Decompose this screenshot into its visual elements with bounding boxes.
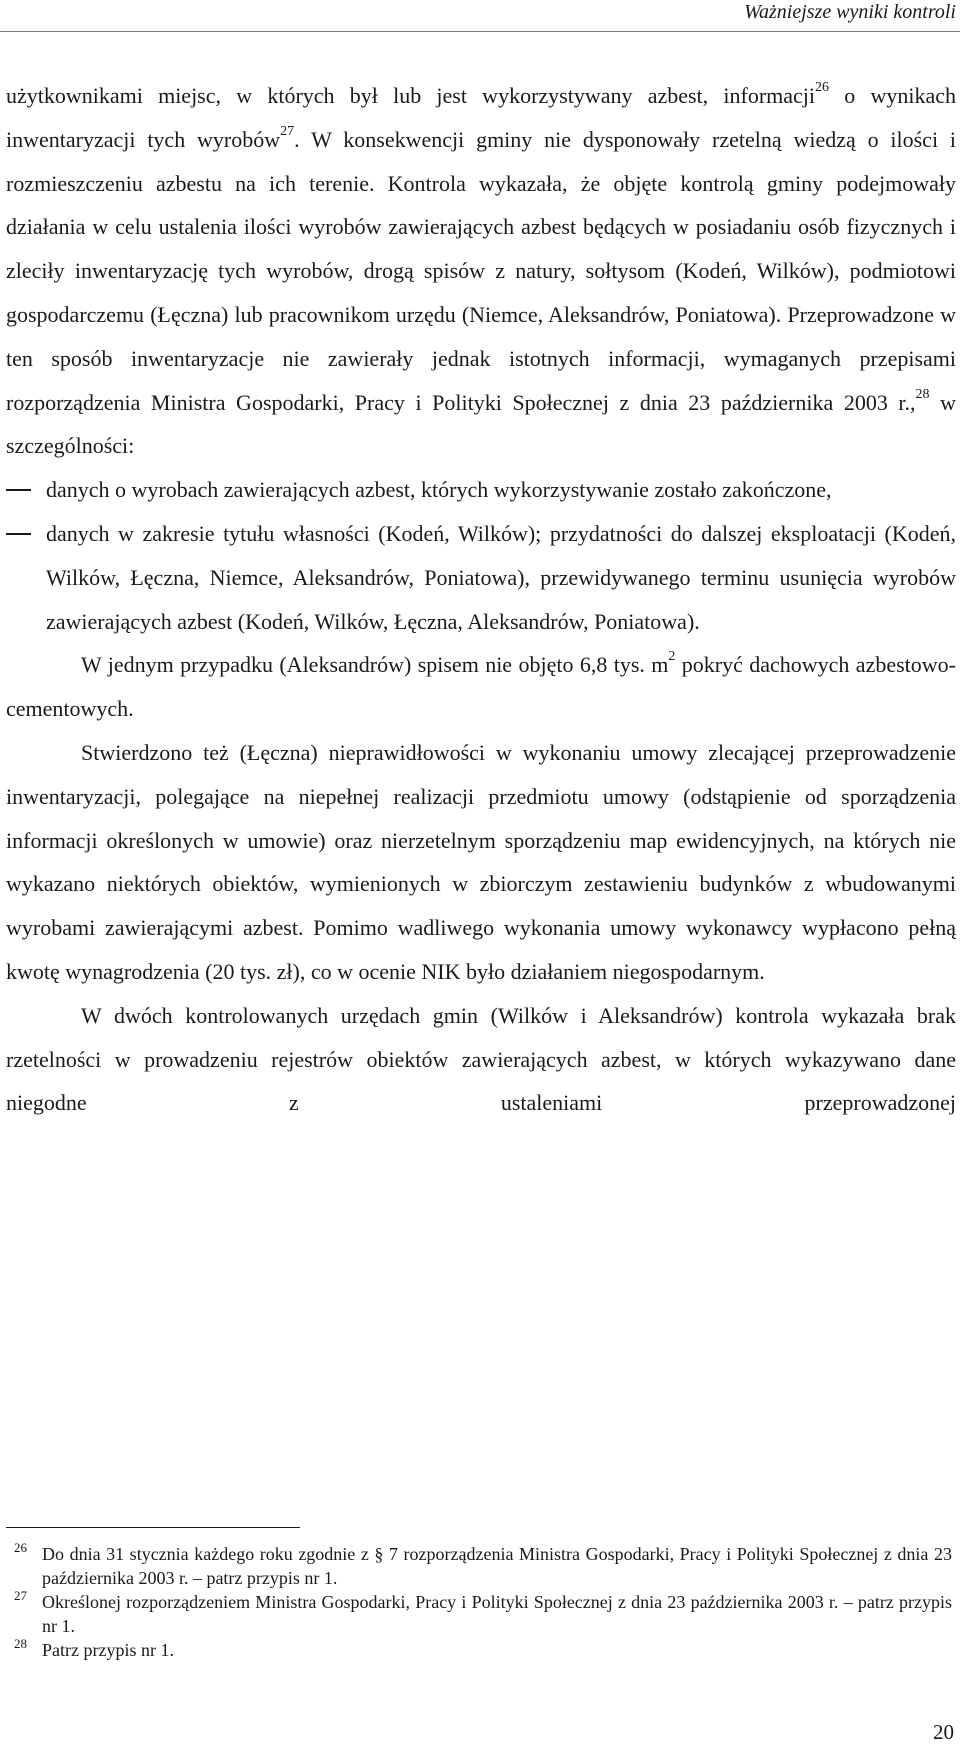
paragraph-2 bbox=[6, 643, 956, 731]
page-number: 20 bbox=[933, 1720, 954, 1744]
superscript-2: 2 bbox=[668, 649, 676, 665]
list-item bbox=[6, 468, 956, 512]
footnote-number: 26 bbox=[14, 1540, 27, 1555]
footnote-number: 27 bbox=[14, 1588, 27, 1603]
footnote-text: Określonej rozporządzeniem Ministra Gospodarki, Pracy i Polityki Społecznej z dnia 23 października 2003 r. – patrz przypis nr 1. bbox=[42, 1592, 952, 1636]
paragraph-1-text-a: użytkownikami miejsc, w których był lub jest wykorzystywany azbest, informacji bbox=[6, 83, 816, 108]
paragraph-2-text-a: W jednym przypadku (Aleksandrów) spisem nie objęto 6,8 tys. m bbox=[81, 652, 669, 678]
list-item-text: danych w zakresie tytułu własności (Kodeń, Wilków); przydatności do dalszej eksploatacji (Kodeń, Wilków, Łęczna, Niemce, Aleksandrów, Poniatowa), przewidywanego terminu usunięcia wyrobów zawierających azbest (Kodeń, Wilków, Łęczna, Aleksandrów, Poniatowa). bbox=[46, 520, 956, 634]
dash-bullet-icon bbox=[6, 533, 31, 535]
list-item-text: danych o wyrobach zawierających azbest, których wykorzystywanie zostało zakończone, bbox=[46, 477, 832, 503]
list-item bbox=[6, 512, 956, 643]
footnote-ref-28: 28 bbox=[915, 386, 930, 402]
footnote-text: Patrz przypis nr 1. bbox=[42, 1640, 174, 1660]
paragraph-1-text-c: . W konsekwencji gminy nie dysponowały rzetelną wiedzą o ilości i rozmieszczeniu azbestu na ich terenie. Kontrola wykazała, że objęte kontrolą gminy podejmowały działania w celu ustalenia ilości wyrobów zawierających azbest będących w posiadaniu osób fizycznych i zleciły inwentaryzację tych wyrobów, drogą spisów z natury, sołtysom (Kodeń, Wilków), podmiotowi gospodarczemu (Łęczna) lub pracownikom urzędu (Niemce, Aleksandrów, Poniatowa). Przeprowadzone w ten sposób inwentaryzacje nie zawierały jednak istotnych informacji, wymaganych przepisami rozporządzenia Ministra Gospodarki, Pracy i Polityki Społecznej z dnia 23 października 2003 r., bbox=[6, 126, 957, 415]
footnote-28 bbox=[10, 1638, 952, 1662]
footnote-26 bbox=[10, 1542, 952, 1590]
main-content bbox=[6, 74, 956, 1125]
footnote-ref-26: 26 bbox=[815, 80, 830, 95]
paragraph-3: Stwierdzono też (Łęczna) nieprawidłowości w wykonaniu umowy zlecającej przeprowadzenie inwentaryzacji, polegające na niepełnej realizacji przedmiotu umowy (odstąpienie od sporządzenia informacji określonych w umowie) oraz nierzetelnym sporządzeniu map ewidencyjnych, na których nie wykazano niektórych obiektów, wymienionych w zbiorczym zestawieniu budynków z wbudowanymi wyrobami zawierającymi azbest. Pomimo wadliwego wykonania umowy wykonawcy wypłacono pełną kwotę wynagrodzenia (20 tys. zł), co w ocenie NIK było działaniem niegospodarnym. bbox=[6, 739, 956, 984]
paragraph-1 bbox=[6, 74, 956, 468]
footnote-text: Do dnia 31 stycznia każdego roku zgodnie z § 7 rozporządzenia Ministra Gospodarki, Pracy i Polityki Społecznej z dnia 23 października 2003 r. – patrz przypis nr 1. bbox=[42, 1544, 952, 1588]
page-header bbox=[0, 0, 960, 32]
footnote-ref-27: 27 bbox=[280, 123, 295, 139]
paragraph-1-text-d: w szczególności: bbox=[6, 389, 956, 459]
paragraph-1-text-b: o wynikach inwentaryzacji tych wyrobów bbox=[6, 83, 956, 152]
footnotes bbox=[10, 1542, 952, 1662]
footnote-number: 28 bbox=[14, 1636, 27, 1651]
paragraph-4: W dwóch kontrolowanych urzędach gmin (Wilków i Aleksandrów) kontrola wykazała brak rzetelności w prowadzeniu rejestrów obiektów zawierających azbest, w których wykazywano dane niegodne z ustaleniami przeprowadzonej bbox=[6, 1002, 956, 1116]
paragraph-2-text-b: pokryć dachowych azbestowo-cementowych. bbox=[6, 652, 956, 722]
dash-bullet-icon bbox=[6, 489, 31, 491]
footnote-separator bbox=[6, 1527, 300, 1528]
footnote-27 bbox=[10, 1590, 952, 1638]
bullet-list bbox=[6, 468, 956, 643]
header-title: Ważniejsze wyniki kontroli bbox=[744, 1, 956, 23]
